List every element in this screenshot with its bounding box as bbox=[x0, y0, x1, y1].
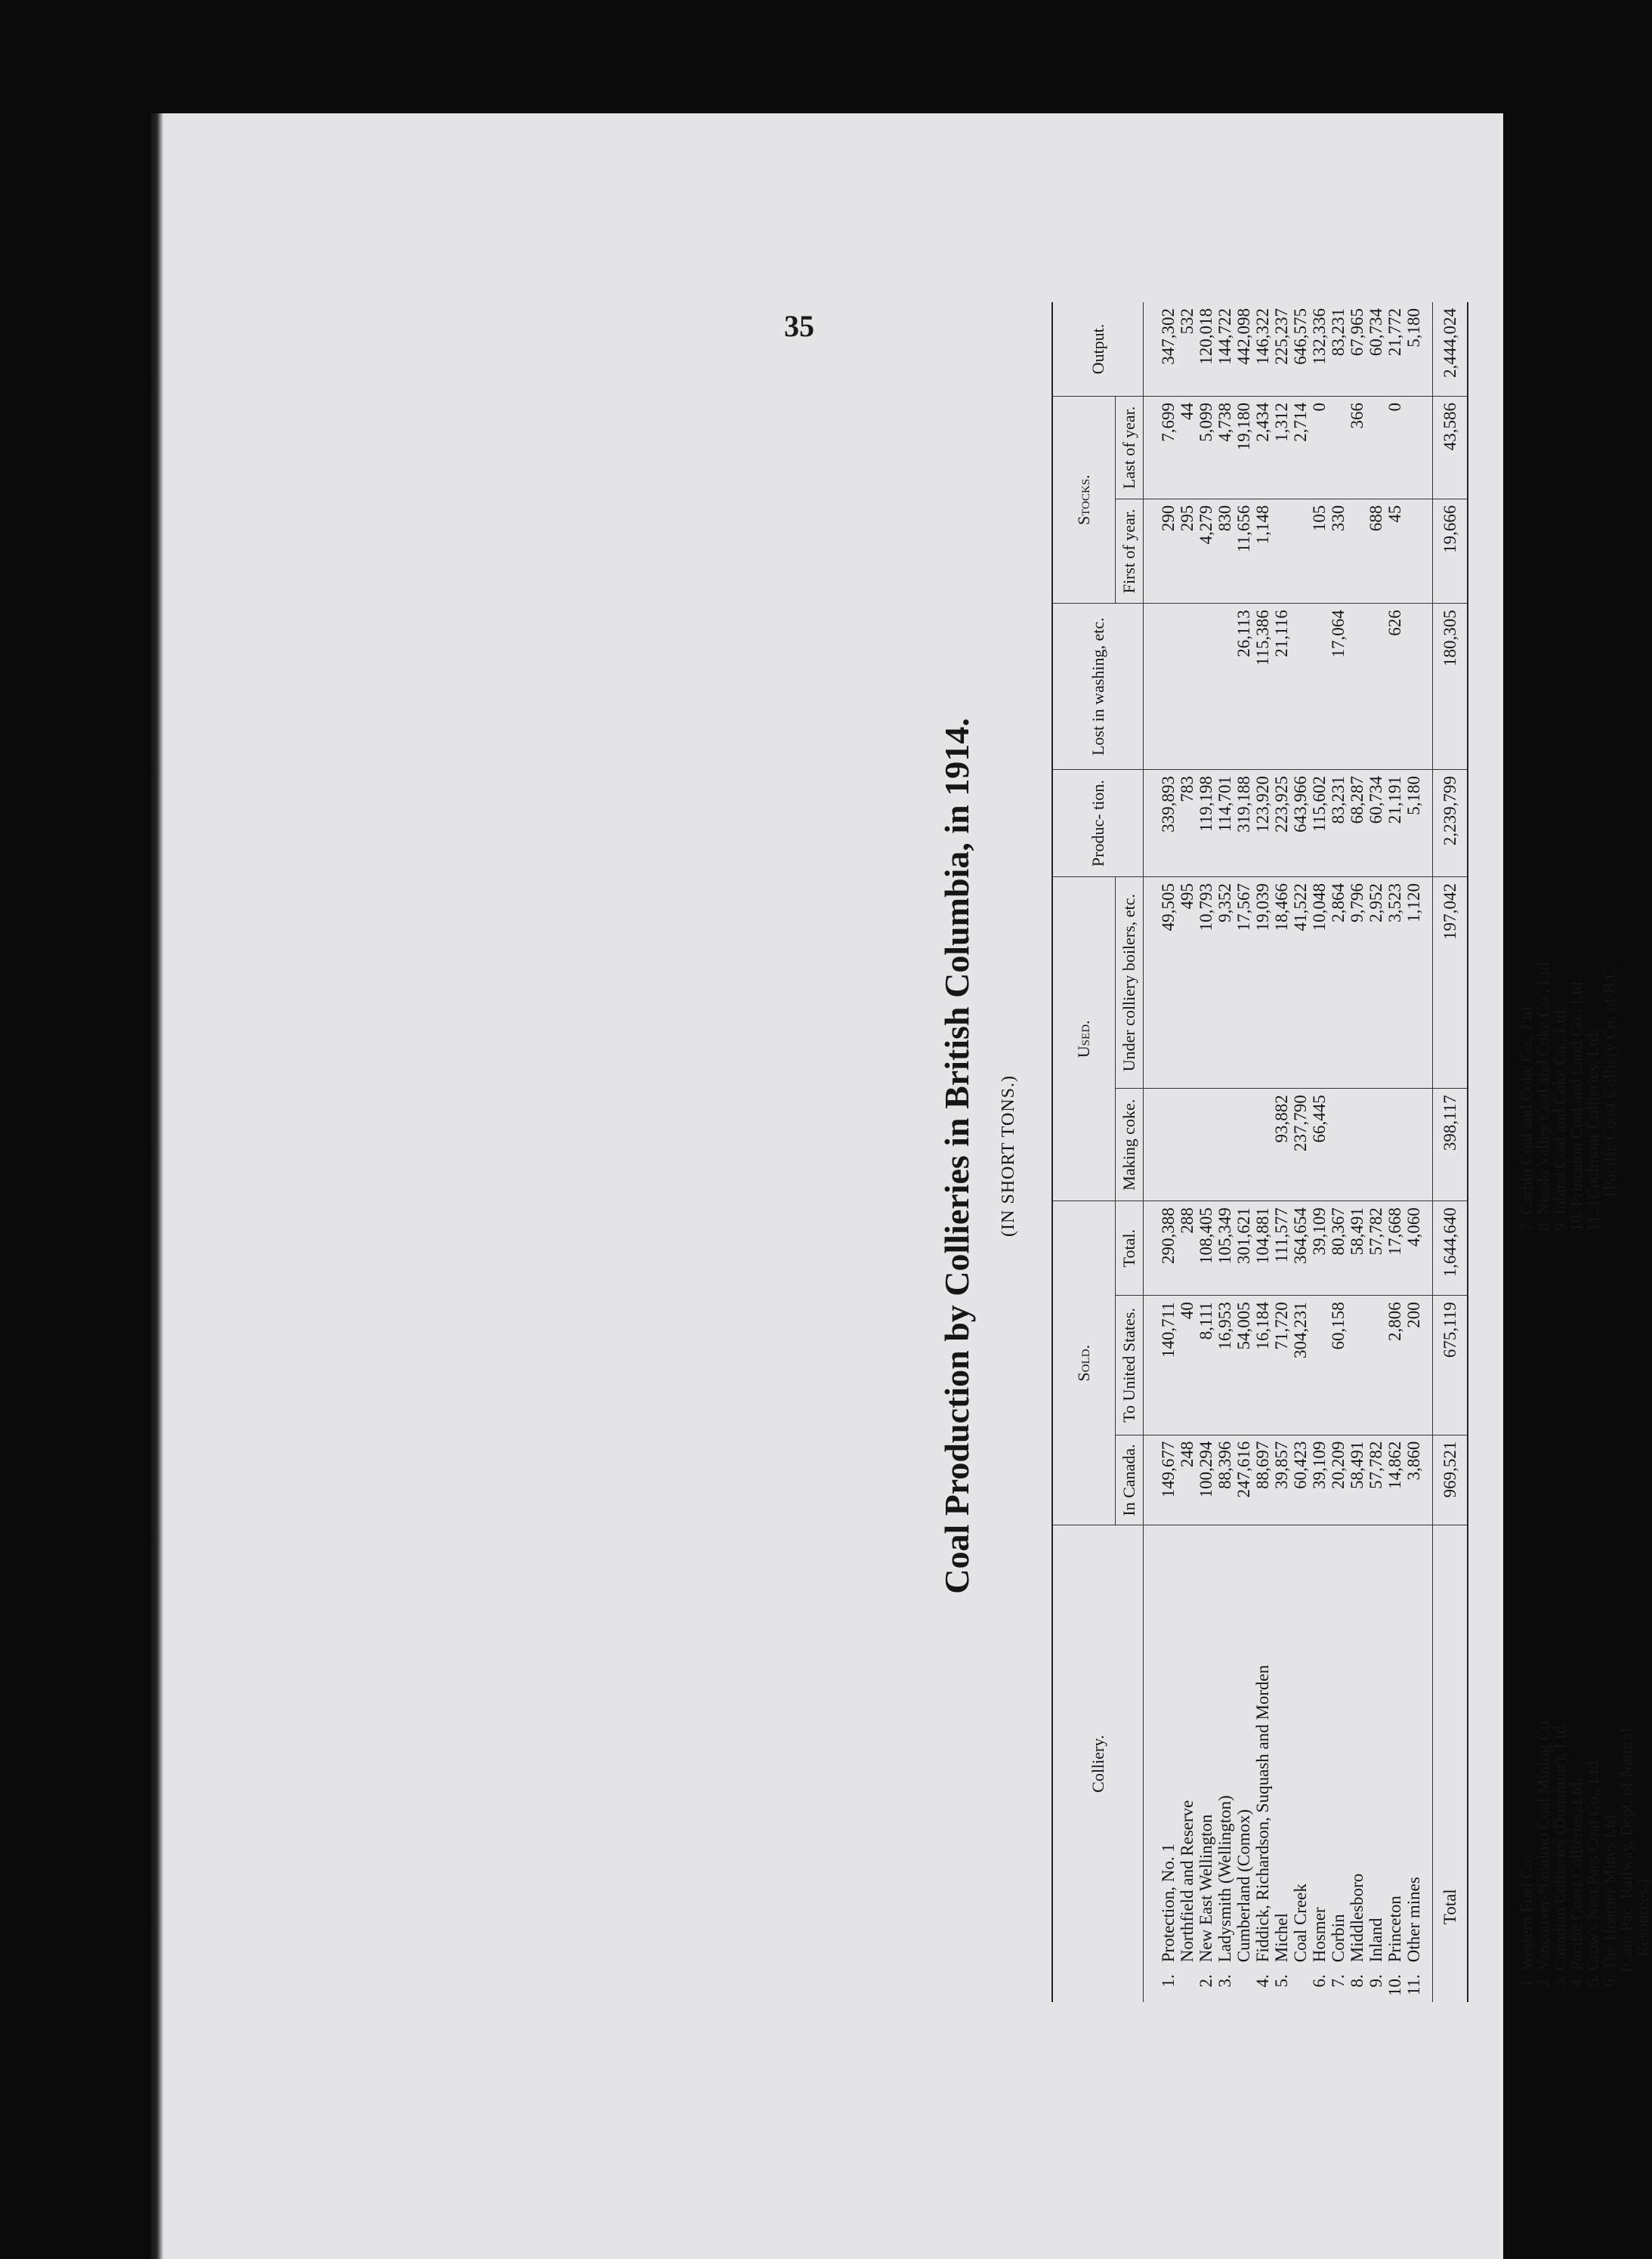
cell-making-coke bbox=[1348, 1089, 1366, 1201]
cell-production: 339,893 bbox=[1144, 770, 1178, 877]
row-number: 11. bbox=[1404, 1974, 1423, 1996]
cell-first-of-year: 4,279 bbox=[1197, 499, 1215, 604]
cell-to-us: 60,158 bbox=[1329, 1296, 1348, 1435]
cell-output: 144,722 bbox=[1215, 302, 1234, 397]
row-number: 3. bbox=[1215, 1974, 1234, 1988]
cell-total: 57,782 bbox=[1366, 1201, 1385, 1296]
cell-making-coke bbox=[1234, 1089, 1253, 1201]
cell-to-us: 40 bbox=[1178, 1296, 1197, 1435]
cell-last-of-year: 0 bbox=[1310, 397, 1329, 499]
cell-total: 108,405 bbox=[1197, 1201, 1215, 1296]
cell-to-us: 200 bbox=[1404, 1296, 1433, 1435]
table-row bbox=[1329, 302, 1348, 2002]
footnote: Resources.) bbox=[1633, 1878, 1652, 1957]
cell-making-coke bbox=[1178, 1089, 1197, 1201]
cell-in-canada: 247,616 bbox=[1234, 1435, 1253, 1525]
cell-making-coke bbox=[1215, 1089, 1234, 1201]
cell-in-canada: 3,860 bbox=[1404, 1435, 1433, 1525]
cell-under-boilers: 9,796 bbox=[1348, 877, 1366, 1089]
cell-production: 115,602 bbox=[1310, 770, 1329, 877]
cell-first-of-year: 1,148 bbox=[1253, 499, 1272, 604]
cell-lost bbox=[1291, 604, 1310, 770]
row-number: 8. bbox=[1348, 1974, 1366, 1988]
table-row bbox=[1215, 302, 1234, 2002]
cell-lost bbox=[1144, 604, 1178, 770]
colliery-name: Fiddick, Richardson, Suquash and Morden bbox=[1253, 1664, 1272, 1963]
cell-making-coke bbox=[1197, 1089, 1215, 1201]
cell-last-of-year: 19,180 bbox=[1234, 397, 1253, 499]
footnote: 5. Crow's Nest Pass Coal Co., Ltd. bbox=[1583, 1757, 1602, 1987]
cell-in-canada: 57,782 bbox=[1366, 1435, 1385, 1525]
header-first-of-year: First of year. bbox=[1116, 499, 1144, 604]
row-number: 7. bbox=[1329, 1974, 1348, 1988]
cell-to-us: 2,806 bbox=[1385, 1296, 1404, 1435]
header-used: Used. bbox=[1052, 877, 1116, 1201]
cell-first-of-year: 105 bbox=[1310, 499, 1329, 604]
footnote: {Pacific Coast Colliery Co. of B.C. bbox=[1600, 963, 1619, 1198]
cell-lost: 626 bbox=[1385, 604, 1404, 770]
footnote: 4. Pacific Coast Collieries, Ltd. bbox=[1567, 1778, 1586, 1987]
header-colliery: Colliery. bbox=[1052, 1525, 1144, 2002]
cell-under-boilers: 18,466 bbox=[1272, 877, 1291, 1089]
footnote: 11. {Coalmont Collieries, Ltd. bbox=[1583, 1029, 1602, 1231]
cell-total: 290,388 bbox=[1144, 1201, 1178, 1296]
cell-total: 17,668 bbox=[1385, 1201, 1404, 1296]
cell-to-us bbox=[1348, 1296, 1366, 1435]
cell-production: 223,925 bbox=[1272, 770, 1291, 877]
total-row bbox=[1433, 302, 1468, 2002]
cell-lost: 26,113 bbox=[1234, 604, 1253, 770]
total-last-of-year: 43,586 bbox=[1433, 397, 1468, 499]
cell-under-boilers: 2,952 bbox=[1366, 877, 1385, 1089]
cell-under-boilers: 10,048 bbox=[1310, 877, 1329, 1089]
cell-production: 21,191 bbox=[1385, 770, 1404, 877]
footnote: 2. Vancouver-Nanaimo Coal Mining Co. bbox=[1533, 1717, 1552, 1987]
cell-under-boilers: 10,793 bbox=[1197, 877, 1215, 1089]
table-row bbox=[1234, 302, 1253, 2002]
total-lost: 180,305 bbox=[1433, 604, 1468, 770]
table-title: Coal Production by Collieries in British Columbia, in 1914. bbox=[937, 718, 976, 1594]
cell-in-canada: 88,697 bbox=[1253, 1435, 1272, 1525]
total-under-boilers: 197,042 bbox=[1433, 877, 1468, 1089]
header-output: Output. bbox=[1052, 302, 1144, 397]
colliery-name: Ladysmith (Wellington) bbox=[1215, 1795, 1234, 1963]
total-output: 2,444,024 bbox=[1433, 302, 1468, 397]
cell-production: 60,734 bbox=[1366, 770, 1385, 877]
total-first-of-year: 19,666 bbox=[1433, 499, 1468, 604]
cell-output: 646,575 bbox=[1291, 302, 1310, 397]
cell-first-of-year: 295 bbox=[1178, 499, 1197, 604]
total-production: 2,239,799 bbox=[1433, 770, 1468, 877]
cell-total: 104,881 bbox=[1253, 1201, 1272, 1296]
cell-lost: 17,064 bbox=[1329, 604, 1348, 770]
cell-output: 132,336 bbox=[1310, 302, 1329, 397]
footnote: 3. Canadian Collieries (Dunsmuir), Ltd. bbox=[1550, 1721, 1569, 1987]
cell-to-us: 8,111 bbox=[1197, 1296, 1215, 1435]
table-subtitle: (IN SHORT TONS.) bbox=[999, 1075, 1018, 1237]
cell-total: 364,654 bbox=[1291, 1201, 1310, 1296]
cell-last-of-year: 1,312 bbox=[1272, 397, 1291, 499]
cell-lost bbox=[1366, 604, 1385, 770]
header-making-coke: Making coke. bbox=[1116, 1089, 1144, 1201]
cell-making-coke bbox=[1385, 1089, 1404, 1201]
footnote: 8. Nicola Valley Coal and Coke Co., Ltd. bbox=[1533, 958, 1552, 1231]
cell-total: 301,621 bbox=[1234, 1201, 1253, 1296]
cell-last-of-year: 5,099 bbox=[1197, 397, 1215, 499]
cell-under-boilers: 17,567 bbox=[1234, 877, 1253, 1089]
cell-to-us: 54,005 bbox=[1234, 1296, 1253, 1435]
total-label: Total bbox=[1433, 1525, 1468, 1970]
cell-production: 114,701 bbox=[1215, 770, 1234, 877]
table-row bbox=[1197, 302, 1215, 2002]
row-number bbox=[1433, 1970, 1468, 2002]
colliery-name: Princeton bbox=[1385, 1896, 1404, 1963]
cell-lost bbox=[1178, 604, 1197, 770]
colliery-name: Hosmer bbox=[1310, 1907, 1329, 1963]
table-row bbox=[1291, 302, 1310, 2002]
cell-total: 58,491 bbox=[1348, 1201, 1366, 1296]
cell-under-boilers: 41,522 bbox=[1291, 877, 1310, 1089]
cell-under-boilers: 49,505 bbox=[1144, 877, 1178, 1089]
cell-production: 123,920 bbox=[1253, 770, 1272, 877]
row-number: 6. bbox=[1310, 1974, 1329, 1988]
colliery-name: Corbin bbox=[1329, 1914, 1348, 1963]
rotated-table-content bbox=[937, 295, 1652, 2017]
cell-first-of-year bbox=[1272, 499, 1291, 604]
colliery-name: Other mines bbox=[1404, 1877, 1423, 1963]
cell-lost: 115,386 bbox=[1253, 604, 1272, 770]
table-row bbox=[1366, 302, 1385, 2002]
cell-output: 532 bbox=[1178, 302, 1197, 397]
cell-output: 83,231 bbox=[1329, 302, 1348, 397]
footnote: 10. Princeton Coal and Land Co., Ltd. bbox=[1567, 977, 1586, 1231]
cell-total: 288 bbox=[1178, 1201, 1197, 1296]
cell-production: 643,966 bbox=[1291, 770, 1310, 877]
footnotes-right bbox=[1518, 552, 1618, 1231]
cell-first-of-year: 45 bbox=[1385, 499, 1404, 604]
cell-production: 783 bbox=[1178, 770, 1197, 877]
footnote: 7. Corbin Coal and Coke Co., Ltd. bbox=[1517, 1002, 1536, 1231]
cell-in-canada: 149,677 bbox=[1144, 1435, 1178, 1525]
footnote: 9. Inland Coal and Coke Co., Ltd. bbox=[1550, 1006, 1569, 1231]
cell-making-coke: 93,882 bbox=[1272, 1089, 1291, 1201]
cell-lost bbox=[1404, 604, 1433, 770]
cell-output: 225,237 bbox=[1272, 302, 1291, 397]
cell-under-boilers: 19,039 bbox=[1253, 877, 1272, 1089]
cell-last-of-year: 366 bbox=[1348, 397, 1366, 499]
colliery-name: Northfield and Reserve bbox=[1178, 1800, 1197, 1963]
colliery-name: Michel bbox=[1272, 1913, 1291, 1963]
table-row bbox=[1404, 302, 1433, 2002]
row-number: 9. bbox=[1366, 1974, 1385, 1988]
cell-total: 105,349 bbox=[1215, 1201, 1234, 1296]
header-stocks: Stocks. bbox=[1052, 397, 1116, 604]
cell-lost bbox=[1197, 604, 1215, 770]
colliery-name: Inland bbox=[1366, 1918, 1385, 1963]
cell-making-coke bbox=[1253, 1089, 1272, 1201]
colliery-name: New East Wellington bbox=[1197, 1814, 1215, 1963]
coal-production-table bbox=[1051, 302, 1468, 2002]
row-number bbox=[1178, 1970, 1197, 2002]
header-under-boilers: Under colliery boilers, etc. bbox=[1116, 877, 1144, 1089]
header-sold-total: Total. bbox=[1116, 1201, 1144, 1296]
cell-last-of-year bbox=[1329, 397, 1348, 499]
cell-under-boilers: 2,864 bbox=[1329, 877, 1348, 1089]
cell-total: 4,060 bbox=[1404, 1201, 1433, 1296]
table-row bbox=[1253, 302, 1272, 2002]
cell-lost bbox=[1348, 604, 1366, 770]
cell-lost: 21,116 bbox=[1272, 604, 1291, 770]
cell-last-of-year bbox=[1366, 397, 1385, 499]
cell-under-boilers: 9,352 bbox=[1215, 877, 1234, 1089]
cell-in-canada: 39,109 bbox=[1310, 1435, 1329, 1525]
row-number: 10. bbox=[1385, 1974, 1404, 1996]
footnotes-left bbox=[1518, 1398, 1651, 1987]
row-number: 1. bbox=[1159, 1974, 1178, 1988]
cell-last-of-year: 2,434 bbox=[1253, 397, 1272, 499]
cell-lost bbox=[1310, 604, 1329, 770]
cell-making-coke: 237,790 bbox=[1291, 1089, 1310, 1201]
header-in-canada: In Canada. bbox=[1116, 1435, 1144, 1525]
cell-output: 120,018 bbox=[1197, 302, 1215, 397]
header-to-united-states: To United States. bbox=[1116, 1296, 1144, 1435]
cell-to-us: 16,184 bbox=[1253, 1296, 1272, 1435]
cell-output: 67,965 bbox=[1348, 302, 1366, 397]
cell-making-coke: 66,445 bbox=[1310, 1089, 1329, 1201]
cell-last-of-year: 2,714 bbox=[1291, 397, 1310, 499]
cell-total: 111,577 bbox=[1272, 1201, 1291, 1296]
page-number: 35 bbox=[784, 309, 814, 343]
cell-in-canada: 39,857 bbox=[1272, 1435, 1291, 1525]
header-lost: Lost in washing, etc. bbox=[1052, 604, 1144, 770]
row-number: 5. bbox=[1272, 1974, 1291, 1988]
cell-in-canada: 60,423 bbox=[1291, 1435, 1310, 1525]
cell-production: 319,188 bbox=[1234, 770, 1253, 877]
colliery-name: Protection, No. 1 bbox=[1159, 1843, 1178, 1963]
cell-production: 83,231 bbox=[1329, 770, 1348, 877]
colliery-name: Middlesboro bbox=[1348, 1873, 1366, 1963]
cell-lost bbox=[1215, 604, 1234, 770]
cell-in-canada: 100,294 bbox=[1197, 1435, 1215, 1525]
header-last-of-year: Last of year. bbox=[1116, 397, 1144, 499]
cell-in-canada: 58,491 bbox=[1348, 1435, 1366, 1525]
cell-under-boilers: 495 bbox=[1178, 877, 1197, 1089]
cell-to-us: 140,711 bbox=[1144, 1296, 1178, 1435]
cell-output: 60,734 bbox=[1366, 302, 1385, 397]
row-number: 2. bbox=[1197, 1974, 1215, 1988]
colliery-name: Coal Creek bbox=[1291, 1884, 1310, 1963]
cell-production: 68,287 bbox=[1348, 770, 1366, 877]
cell-to-us: 71,720 bbox=[1272, 1296, 1291, 1435]
total-sold: 1,644,640 bbox=[1433, 1201, 1468, 1296]
table-row bbox=[1310, 302, 1329, 2002]
footnote: 1. Western Fuel Co. bbox=[1517, 1855, 1536, 1987]
cell-first-of-year: 830 bbox=[1215, 499, 1234, 604]
cell-first-of-year: 11,656 bbox=[1234, 499, 1253, 604]
cell-making-coke bbox=[1329, 1089, 1348, 1201]
cell-output: 21,772 bbox=[1385, 302, 1404, 397]
cell-first-of-year: 688 bbox=[1366, 499, 1385, 604]
row-number bbox=[1234, 1970, 1253, 2002]
table-row bbox=[1272, 302, 1291, 2002]
total-making-coke: 398,117 bbox=[1433, 1089, 1468, 1201]
cell-first-of-year: 330 bbox=[1329, 499, 1348, 604]
table-row bbox=[1178, 302, 1197, 2002]
cell-first-of-year bbox=[1291, 499, 1310, 604]
cell-last-of-year: 4,738 bbox=[1215, 397, 1234, 499]
cell-production: 5,180 bbox=[1404, 770, 1433, 877]
cell-last-of-year bbox=[1404, 397, 1433, 499]
colliery-name: Cumberland (Comox) bbox=[1234, 1809, 1253, 1963]
cell-in-canada: 88,396 bbox=[1215, 1435, 1234, 1525]
cell-under-boilers: 3,523 bbox=[1385, 877, 1404, 1089]
cell-total: 39,109 bbox=[1310, 1201, 1329, 1296]
cell-first-of-year bbox=[1404, 499, 1433, 604]
cell-output: 5,180 bbox=[1404, 302, 1433, 397]
cell-last-of-year: 7,699 bbox=[1144, 397, 1178, 499]
table-row bbox=[1385, 302, 1404, 2002]
footnote: (Can. Pac. Railway, Dept. of Natural bbox=[1616, 1728, 1635, 1972]
cell-first-of-year: 290 bbox=[1144, 499, 1178, 604]
cell-output: 442,098 bbox=[1234, 302, 1253, 397]
cell-to-us: 304,231 bbox=[1291, 1296, 1310, 1435]
footnote: 6. The Hosmer Mines Ltd. bbox=[1600, 1810, 1619, 1987]
cell-last-of-year: 44 bbox=[1178, 397, 1197, 499]
cell-to-us: 16,953 bbox=[1215, 1296, 1234, 1435]
cell-making-coke bbox=[1144, 1089, 1178, 1201]
cell-last-of-year: 0 bbox=[1385, 397, 1404, 499]
cell-to-us bbox=[1310, 1296, 1329, 1435]
page-binding-edge bbox=[148, 113, 163, 2259]
table-row bbox=[1144, 302, 1178, 2002]
cell-in-canada: 14,862 bbox=[1385, 1435, 1404, 1525]
cell-output: 146,322 bbox=[1253, 302, 1272, 397]
total-to-us: 675,119 bbox=[1433, 1296, 1468, 1435]
header-production: Produc- tion. bbox=[1052, 770, 1144, 877]
cell-output: 347,302 bbox=[1144, 302, 1178, 397]
cell-total: 80,367 bbox=[1329, 1201, 1348, 1296]
cell-in-canada: 20,209 bbox=[1329, 1435, 1348, 1525]
total-in-canada: 969,521 bbox=[1433, 1435, 1468, 1525]
cell-in-canada: 248 bbox=[1178, 1435, 1197, 1525]
row-number: 4. bbox=[1253, 1974, 1272, 1988]
cell-to-us bbox=[1366, 1296, 1385, 1435]
cell-making-coke bbox=[1366, 1089, 1385, 1201]
cell-under-boilers: 1,120 bbox=[1404, 877, 1433, 1089]
cell-production: 119,198 bbox=[1197, 770, 1215, 877]
cell-first-of-year bbox=[1348, 499, 1366, 604]
cell-making-coke bbox=[1404, 1089, 1433, 1201]
row-number bbox=[1291, 1970, 1310, 2002]
table-row bbox=[1348, 302, 1366, 2002]
header-sold: Sold. bbox=[1052, 1201, 1116, 1525]
